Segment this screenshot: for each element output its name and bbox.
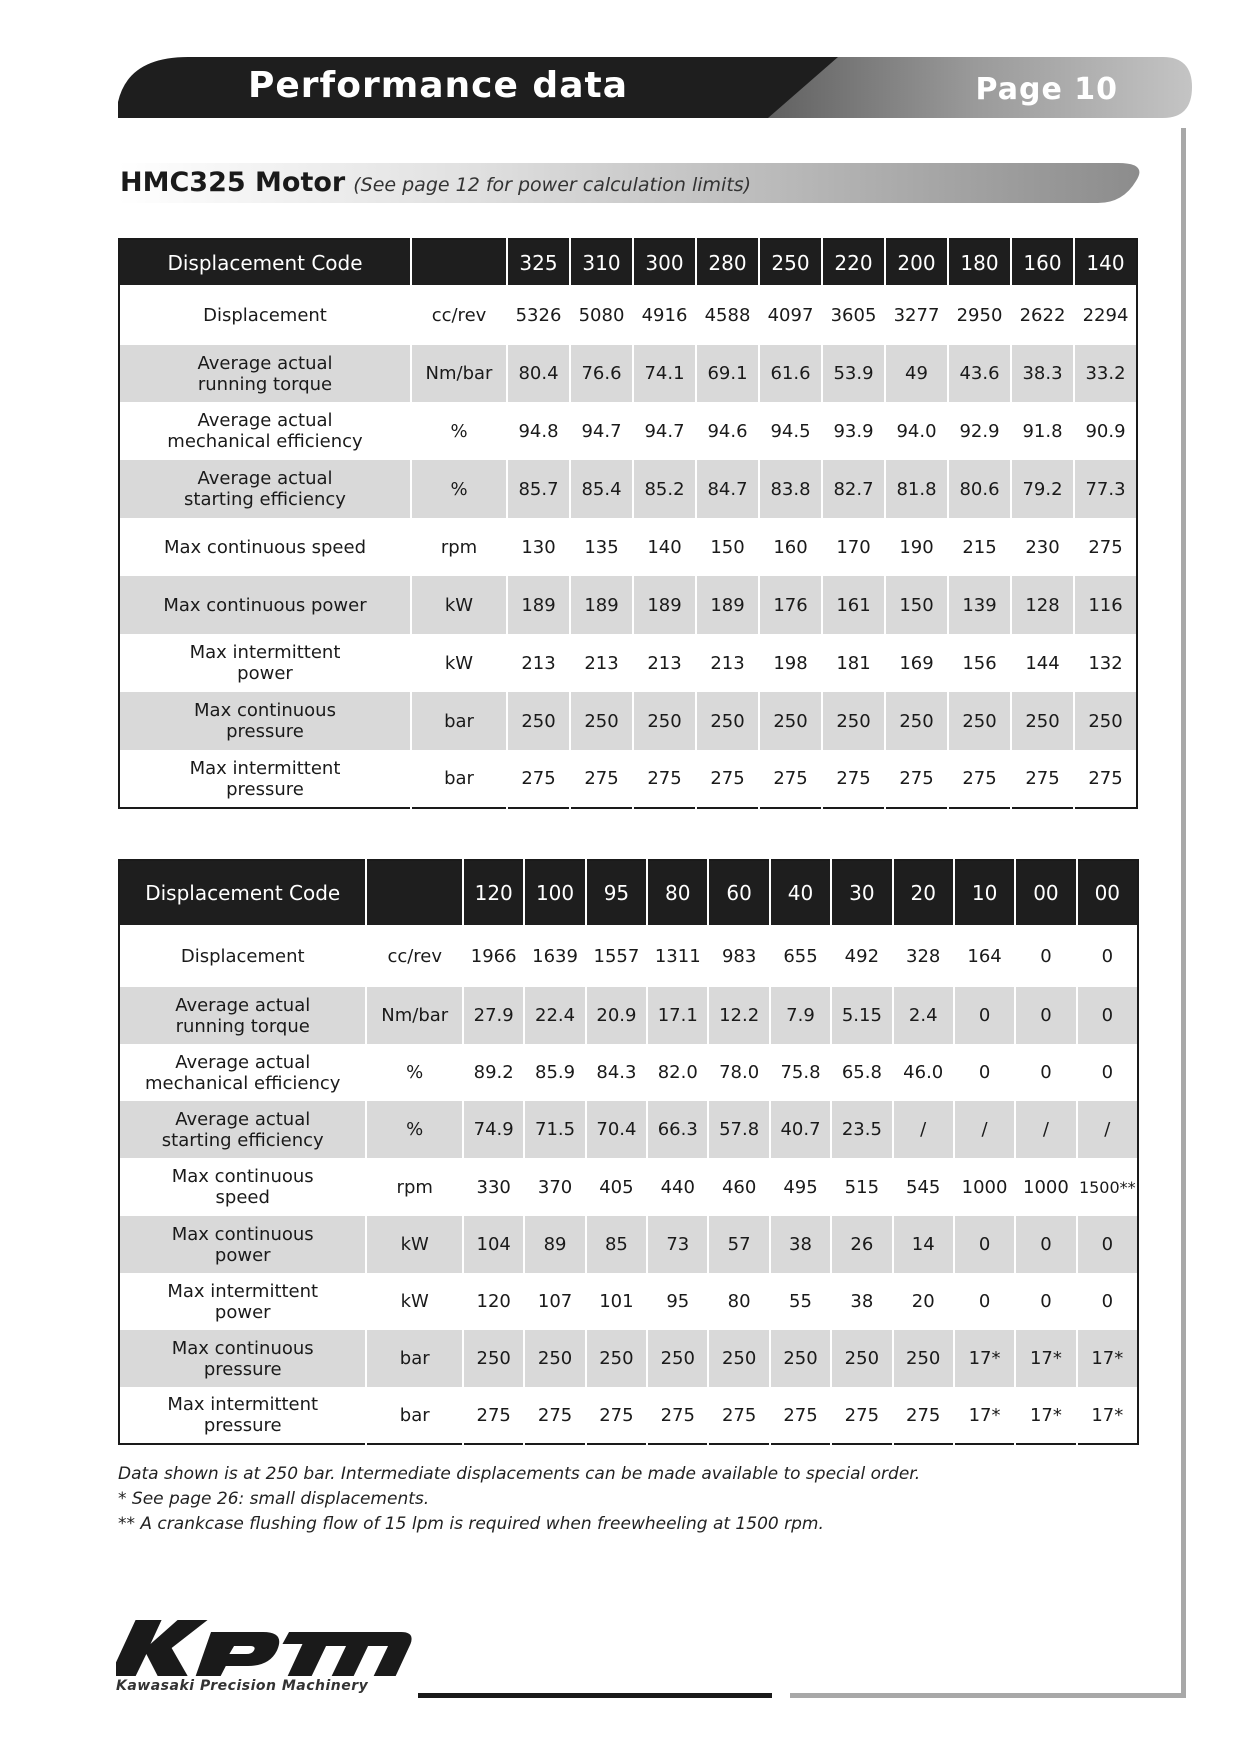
value-cell: 66.3 [647, 1101, 708, 1158]
value-cell: 1311 [647, 925, 708, 987]
table-row [119, 402, 1137, 460]
value-cell: 275 [885, 750, 948, 808]
parameter-label: Max intermittent power [119, 1273, 366, 1330]
value-cell: 89.2 [463, 1044, 524, 1101]
value-cell: 81.8 [885, 460, 948, 518]
page-title: Performance data [248, 65, 628, 106]
value-cell: 38 [831, 1273, 892, 1330]
unit-cell: kW [366, 1216, 463, 1273]
value-cell: 0 [1015, 1216, 1076, 1273]
value-cell: 73 [647, 1216, 708, 1273]
value-cell: 275 [831, 1387, 892, 1444]
value-cell: 250 [696, 692, 759, 750]
value-cell: 1000 [954, 1158, 1015, 1216]
unit-cell: cc/rev [411, 285, 507, 345]
value-cell: 22.4 [524, 987, 585, 1044]
value-cell: 104 [463, 1216, 524, 1273]
value-cell: 12.2 [708, 987, 769, 1044]
value-cell: 40.7 [770, 1101, 831, 1158]
value-cell: 275 [507, 750, 570, 808]
value-cell: 83.8 [759, 460, 822, 518]
table-row [119, 576, 1137, 634]
value-cell: 0 [1077, 1216, 1138, 1273]
value-cell: 275 [1011, 750, 1074, 808]
displacement-code-header: 120 [463, 860, 524, 925]
value-cell: 169 [885, 634, 948, 692]
value-cell: 78.0 [708, 1044, 769, 1101]
displacement-code-header: 30 [831, 860, 892, 925]
value-cell: 213 [507, 634, 570, 692]
value-cell: 275 [770, 1387, 831, 1444]
value-cell: 1966 [463, 925, 524, 987]
footnote: Data shown is at 250 bar. Intermediate displacements can be made available to special order. [118, 1464, 921, 1484]
displacement-code-header: 300 [633, 239, 696, 285]
value-cell: 495 [770, 1158, 831, 1216]
value-cell: 82.0 [647, 1044, 708, 1101]
value-cell: 65.8 [831, 1044, 892, 1101]
value-cell: 94.5 [759, 402, 822, 460]
value-cell: 2.4 [893, 987, 954, 1044]
value-cell: 140 [633, 518, 696, 576]
value-cell: 85.7 [507, 460, 570, 518]
parameter-label: Average actual running torque [119, 345, 411, 402]
value-cell: 275 [822, 750, 885, 808]
value-cell: 84.7 [696, 460, 759, 518]
value-cell: 275 [759, 750, 822, 808]
value-cell: 80 [708, 1273, 769, 1330]
value-cell: 189 [507, 576, 570, 634]
unit-cell: Nm/bar [366, 987, 463, 1044]
value-cell: 213 [633, 634, 696, 692]
footnote: * See page 26: small displacements. [118, 1489, 430, 1509]
table-row [119, 1216, 1138, 1273]
displacement-code-header: 00 [1077, 860, 1138, 925]
value-cell: 370 [524, 1158, 585, 1216]
footnotes [118, 1462, 920, 1537]
value-cell: 85.2 [633, 460, 696, 518]
value-cell: 94.0 [885, 402, 948, 460]
parameter-label: Average actual mechanical efficiency [119, 402, 411, 460]
parameter-label: Displacement [119, 925, 366, 987]
kpm-logo-mark [116, 1618, 416, 1678]
parameter-label: Max continuous speed [119, 518, 411, 576]
value-cell: 213 [570, 634, 633, 692]
value-cell: 2294 [1074, 285, 1137, 345]
value-cell: 93.9 [822, 402, 885, 460]
value-cell: 250 [507, 692, 570, 750]
page-shadow-bottom [790, 1693, 1186, 1698]
table-row [119, 750, 1137, 808]
value-cell: 139 [948, 576, 1011, 634]
header-label: Displacement Code [119, 239, 411, 285]
value-cell: 107 [524, 1273, 585, 1330]
unit-cell: cc/rev [366, 925, 463, 987]
value-cell: 128 [1011, 576, 1074, 634]
value-cell: 275 [893, 1387, 954, 1444]
parameter-label: Average actual starting efficiency [119, 1101, 366, 1158]
value-cell: 17* [1077, 1387, 1138, 1444]
value-cell: 213 [696, 634, 759, 692]
value-cell: 160 [759, 518, 822, 576]
value-cell: 17* [954, 1387, 1015, 1444]
value-cell: 181 [822, 634, 885, 692]
unit-cell: bar [366, 1330, 463, 1387]
value-cell: 156 [948, 634, 1011, 692]
value-cell: 38 [770, 1216, 831, 1273]
value-cell: / [893, 1101, 954, 1158]
value-cell: 94.7 [570, 402, 633, 460]
value-cell: 1639 [524, 925, 585, 987]
value-cell: 49 [885, 345, 948, 402]
value-cell: 7.9 [770, 987, 831, 1044]
value-cell: 161 [822, 576, 885, 634]
parameter-label: Max continuous pressure [119, 692, 411, 750]
value-cell: 250 [708, 1330, 769, 1387]
value-cell: 275 [524, 1387, 585, 1444]
table-row [119, 987, 1138, 1044]
value-cell: 215 [948, 518, 1011, 576]
value-cell: 4916 [633, 285, 696, 345]
displacement-code-header: 200 [885, 239, 948, 285]
unit-cell: % [366, 1044, 463, 1101]
value-cell: 91.8 [1011, 402, 1074, 460]
value-cell: 250 [570, 692, 633, 750]
displacement-code-header: 180 [948, 239, 1011, 285]
value-cell: 189 [696, 576, 759, 634]
value-cell: 55 [770, 1273, 831, 1330]
table-row [119, 1158, 1138, 1216]
displacement-code-header: 40 [770, 860, 831, 925]
table-row [119, 1273, 1138, 1330]
table-row [119, 1387, 1138, 1444]
value-cell: 79.2 [1011, 460, 1074, 518]
value-cell: 275 [948, 750, 1011, 808]
value-cell: 85 [586, 1216, 647, 1273]
value-cell: 150 [696, 518, 759, 576]
value-cell: 0 [954, 1273, 1015, 1330]
value-cell: 275 [696, 750, 759, 808]
value-cell: 0 [1015, 1044, 1076, 1101]
value-cell: 38.3 [1011, 345, 1074, 402]
value-cell: 20.9 [586, 987, 647, 1044]
value-cell: 84.3 [586, 1044, 647, 1101]
displacement-code-header: 160 [1011, 239, 1074, 285]
motor-name: HMC325 Motor [120, 167, 346, 198]
parameter-label: Average actual running torque [119, 987, 366, 1044]
value-cell: 492 [831, 925, 892, 987]
value-cell: 43.6 [948, 345, 1011, 402]
value-cell: 17* [1015, 1330, 1076, 1387]
value-cell: 2950 [948, 285, 1011, 345]
parameter-label: Average actual mechanical efficiency [119, 1044, 366, 1101]
table-row [119, 925, 1138, 987]
value-cell: 74.1 [633, 345, 696, 402]
value-cell: 275 [463, 1387, 524, 1444]
page-header [118, 57, 1192, 118]
section-title [120, 167, 751, 198]
value-cell: 23.5 [831, 1101, 892, 1158]
value-cell: 144 [1011, 634, 1074, 692]
value-cell: 250 [831, 1330, 892, 1387]
logo-subtitle: Kawasaki Precision Machinery [116, 1678, 369, 1694]
value-cell: 85.4 [570, 460, 633, 518]
value-cell: 0 [1077, 925, 1138, 987]
header-label: Displacement Code [119, 860, 366, 925]
value-cell: 275 [586, 1387, 647, 1444]
kpm-logo [116, 1618, 416, 1698]
value-cell: 94.6 [696, 402, 759, 460]
value-cell: 17* [1077, 1330, 1138, 1387]
value-cell: 250 [1011, 692, 1074, 750]
table-row [119, 345, 1137, 402]
value-cell: 33.2 [1074, 345, 1137, 402]
performance-table-large [118, 238, 1138, 809]
value-cell: 275 [570, 750, 633, 808]
table-row [119, 460, 1137, 518]
value-cell: 1500** [1077, 1158, 1138, 1216]
unit-cell: kW [366, 1273, 463, 1330]
value-cell: 3277 [885, 285, 948, 345]
displacement-code-header: 310 [570, 239, 633, 285]
value-cell: 275 [1074, 750, 1137, 808]
value-cell: 61.6 [759, 345, 822, 402]
value-cell: 275 [1074, 518, 1137, 576]
value-cell: 250 [586, 1330, 647, 1387]
value-cell: 250 [759, 692, 822, 750]
value-cell: 70.4 [586, 1101, 647, 1158]
table-row [119, 1330, 1138, 1387]
value-cell: 0 [954, 987, 1015, 1044]
value-cell: 116 [1074, 576, 1137, 634]
value-cell: 250 [463, 1330, 524, 1387]
value-cell: / [1077, 1101, 1138, 1158]
displacement-code-header: 10 [954, 860, 1015, 925]
value-cell: 164 [954, 925, 1015, 987]
page-number: Page 10 [975, 72, 1118, 107]
value-cell: 250 [885, 692, 948, 750]
parameter-label: Max intermittent pressure [119, 750, 411, 808]
unit-cell: Nm/bar [411, 345, 507, 402]
value-cell: 189 [570, 576, 633, 634]
unit-cell: bar [411, 692, 507, 750]
value-cell: 328 [893, 925, 954, 987]
value-cell: 80.6 [948, 460, 1011, 518]
displacement-code-header: 250 [759, 239, 822, 285]
table-row [119, 518, 1137, 576]
value-cell: 95 [647, 1273, 708, 1330]
value-cell: 0 [1015, 925, 1076, 987]
value-cell: 275 [633, 750, 696, 808]
value-cell: 460 [708, 1158, 769, 1216]
value-cell: 94.7 [633, 402, 696, 460]
section-note: (See page 12 for power calculation limits) [353, 174, 752, 196]
value-cell: 250 [1074, 692, 1137, 750]
displacement-code-header: 280 [696, 239, 759, 285]
unit-cell: kW [411, 576, 507, 634]
value-cell: 0 [954, 1044, 1015, 1101]
value-cell: 198 [759, 634, 822, 692]
value-cell: 92.9 [948, 402, 1011, 460]
parameter-label: Displacement [119, 285, 411, 345]
unit-cell: rpm [366, 1158, 463, 1216]
unit-cell: bar [411, 750, 507, 808]
value-cell: 983 [708, 925, 769, 987]
value-cell: 250 [770, 1330, 831, 1387]
parameter-label: Max continuous speed [119, 1158, 366, 1216]
value-cell: 655 [770, 925, 831, 987]
displacement-code-header: 325 [507, 239, 570, 285]
value-cell: 405 [586, 1158, 647, 1216]
value-cell: 5080 [570, 285, 633, 345]
value-cell: 250 [948, 692, 1011, 750]
table-row [119, 285, 1137, 345]
value-cell: 5326 [507, 285, 570, 345]
value-cell: 5.15 [831, 987, 892, 1044]
value-cell: 85.9 [524, 1044, 585, 1101]
value-cell: 53.9 [822, 345, 885, 402]
value-cell: 189 [633, 576, 696, 634]
value-cell: 89 [524, 1216, 585, 1273]
unit-cell: % [366, 1101, 463, 1158]
value-cell: 4588 [696, 285, 759, 345]
value-cell: 69.1 [696, 345, 759, 402]
value-cell: 250 [822, 692, 885, 750]
value-cell: 76.6 [570, 345, 633, 402]
value-cell: 250 [893, 1330, 954, 1387]
displacement-code-header: 140 [1074, 239, 1137, 285]
value-cell: 440 [647, 1158, 708, 1216]
value-cell: / [954, 1101, 1015, 1158]
displacement-code-header: 60 [708, 860, 769, 925]
value-cell: 250 [524, 1330, 585, 1387]
section-heading [118, 163, 1148, 205]
value-cell: 170 [822, 518, 885, 576]
value-cell: 150 [885, 576, 948, 634]
value-cell: 1000 [1015, 1158, 1076, 1216]
unit-cell: % [411, 460, 507, 518]
unit-cell: bar [366, 1387, 463, 1444]
displacement-code-header: 100 [524, 860, 585, 925]
value-cell: 275 [647, 1387, 708, 1444]
value-cell: 82.7 [822, 460, 885, 518]
value-cell: 176 [759, 576, 822, 634]
displacement-code-header: 80 [647, 860, 708, 925]
value-cell: 46.0 [893, 1044, 954, 1101]
value-cell: 57.8 [708, 1101, 769, 1158]
value-cell: 90.9 [1074, 402, 1137, 460]
value-cell: 250 [633, 692, 696, 750]
value-cell: 0 [1077, 987, 1138, 1044]
displacement-code-header: 220 [822, 239, 885, 285]
value-cell: 250 [647, 1330, 708, 1387]
value-cell: 80.4 [507, 345, 570, 402]
value-cell: 120 [463, 1273, 524, 1330]
parameter-label: Average actual starting efficiency [119, 460, 411, 518]
header-unit-blank [411, 239, 507, 285]
value-cell: 190 [885, 518, 948, 576]
value-cell: 17* [954, 1330, 1015, 1387]
value-cell: 515 [831, 1158, 892, 1216]
value-cell: 330 [463, 1158, 524, 1216]
value-cell: 130 [507, 518, 570, 576]
value-cell: 275 [708, 1387, 769, 1444]
unit-cell: kW [411, 634, 507, 692]
value-cell: 75.8 [770, 1044, 831, 1101]
displacement-code-header: 20 [893, 860, 954, 925]
value-cell: 20 [893, 1273, 954, 1330]
header-unit-blank [366, 860, 463, 925]
parameter-label: Max continuous power [119, 1216, 366, 1273]
value-cell: 545 [893, 1158, 954, 1216]
value-cell: 14 [893, 1216, 954, 1273]
table-row [119, 634, 1137, 692]
footer-rule [418, 1693, 772, 1698]
value-cell: 4097 [759, 285, 822, 345]
value-cell: 230 [1011, 518, 1074, 576]
value-cell: 26 [831, 1216, 892, 1273]
value-cell: 101 [586, 1273, 647, 1330]
parameter-label: Max continuous power [119, 576, 411, 634]
value-cell: 0 [1077, 1044, 1138, 1101]
displacement-code-header: 95 [586, 860, 647, 925]
value-cell: / [1015, 1101, 1076, 1158]
value-cell: 0 [954, 1216, 1015, 1273]
unit-cell: % [411, 402, 507, 460]
page-shadow-right [1181, 128, 1186, 1698]
value-cell: 57 [708, 1216, 769, 1273]
value-cell: 3605 [822, 285, 885, 345]
value-cell: 1557 [586, 925, 647, 987]
value-cell: 135 [570, 518, 633, 576]
value-cell: 27.9 [463, 987, 524, 1044]
value-cell: 17* [1015, 1387, 1076, 1444]
value-cell: 0 [1015, 1273, 1076, 1330]
value-cell: 17.1 [647, 987, 708, 1044]
performance-table-small [118, 859, 1139, 1445]
parameter-label: Max intermittent power [119, 634, 411, 692]
value-cell: 0 [1077, 1273, 1138, 1330]
displacement-code-header: 00 [1015, 860, 1076, 925]
parameter-label: Max intermittent pressure [119, 1387, 366, 1444]
table-row [119, 1101, 1138, 1158]
value-cell: 71.5 [524, 1101, 585, 1158]
value-cell: 74.9 [463, 1101, 524, 1158]
value-cell: 2622 [1011, 285, 1074, 345]
logo-text: KPM [266, 1658, 269, 1659]
value-cell: 0 [1015, 987, 1076, 1044]
unit-cell: rpm [411, 518, 507, 576]
value-cell: 132 [1074, 634, 1137, 692]
footnote: ** A crankcase flushing flow of 15 lpm is required when freewheeling at 1500 rpm. [118, 1514, 824, 1534]
table-row [119, 1044, 1138, 1101]
value-cell: 94.8 [507, 402, 570, 460]
table-row [119, 692, 1137, 750]
value-cell: 77.3 [1074, 460, 1137, 518]
parameter-label: Max continuous pressure [119, 1330, 366, 1387]
